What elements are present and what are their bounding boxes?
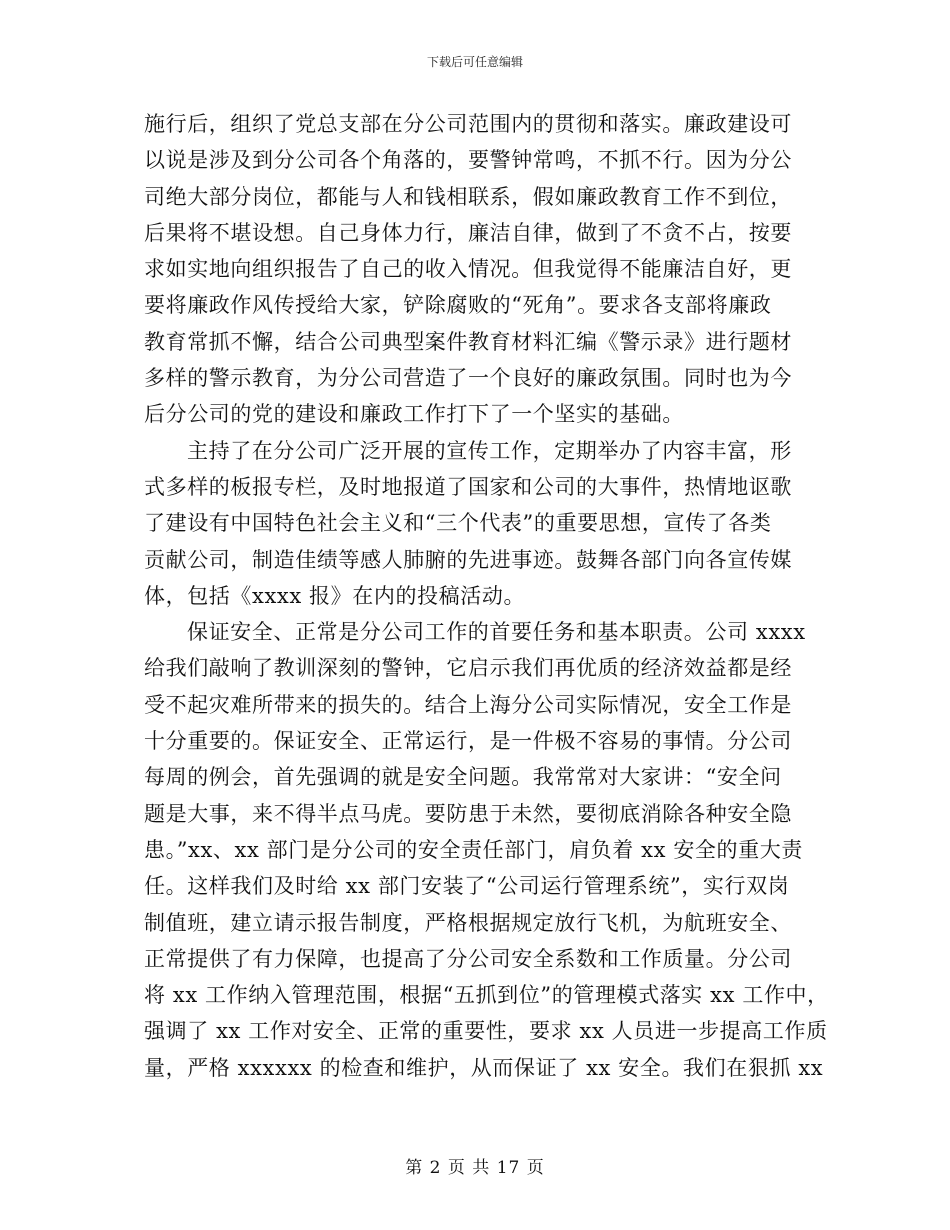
text-line: 多样的警示教育，为分公司营造了一个良好的廉政氛围。同时也为今	[144, 366, 792, 391]
text-line: 强调了 xx 工作对安全、正常的重要性，要求 xx 人员进一步提高工作质	[144, 1019, 828, 1044]
paragraph-3	[144, 614, 829, 1086]
paragraph-1	[144, 106, 824, 433]
text-line: 司绝大部分岗位，都能与人和钱相联系，假如廉政教育工作不到位，	[144, 184, 792, 209]
paragraph-2	[144, 433, 824, 614]
text-line: 贡献公司，制造佳绩等感人肺腑的先进事迹。鼓舞各部门向各宣传媒	[144, 547, 792, 572]
text-line: 要将廉政作风传授给大家，铲除腐败的“死角”。要求各支部将廉政	[144, 293, 772, 318]
text-line: 体，包括《xxxx 报》在内的投稿活动。	[144, 583, 526, 608]
text-line: 了建设有中国特色社会主义和“三个代表”的重要思想，宣传了各类	[144, 511, 772, 536]
text-line: 保证安全、正常是分公司工作的首要任务和基本职责。公司 xxxx	[187, 620, 806, 645]
document-body	[144, 106, 829, 1086]
header-note: 下载后可任意编辑	[426, 55, 523, 69]
text-line: 主持了在分公司广泛开展的宣传工作，定期举办了内容丰富，形	[187, 438, 792, 463]
text-line: 后分公司的党的建设和廉政工作打下了一个坚实的基础。	[144, 402, 684, 427]
text-line: 制值班，建立请示报告制度，严格根据规定放行飞机，为航班安全、	[144, 910, 792, 935]
text-line: 施行后，组织了党总支部在分公司范围内的贯彻和落实。廉政建设可	[144, 112, 792, 136]
page-number-footer: 第 2 页 共 17 页	[405, 1158, 545, 1178]
text-line: 给我们敲响了教训深刻的警钟，它启示我们再优质的经济效益都是经	[144, 656, 792, 681]
text-line: 每周的例会，首先强调的就是安全问题。我常常对大家讲：“安全问	[144, 765, 782, 790]
text-line: 式多样的板报专栏，及时地报道了国家和公司的大事件，热情地讴歌	[144, 474, 792, 499]
text-line: 十分重要的。保证安全、正常运行，是一件极不容易的事情。分公司	[144, 729, 792, 754]
text-line: 任。这样我们及时给 xx 部门安装了“公司运行管理系统”，实行双岗	[144, 874, 790, 899]
text-line: 教育常抓不懈，结合公司典型案件教育材料汇编《警示录》进行题材	[144, 329, 792, 354]
text-line: 后果将不堪设想。自己身体力行，廉洁自律，做到了不贪不占，按要	[144, 220, 792, 245]
text-line: 受不起灾难所带来的损失的。结合上海分公司实际情况，安全工作是	[144, 692, 792, 717]
text-line: 量，严格 xxxxxx 的检查和维护，从而保证了 xx 安全。我们在狠抓 xx	[144, 1055, 824, 1080]
text-line: 题是大事，来不得半点马虎。要防患于未然，要彻底消除各种安全隐	[144, 801, 792, 826]
text-line: 患。”xx、xx 部门是分公司的安全责任部门，肩负着 xx 安全的重大责	[144, 837, 803, 862]
text-line: 将 xx 工作纳入管理范围，根据“五抓到位”的管理模式落实 xx 工作中，	[144, 983, 829, 1008]
text-line: 正常提供了有力保障，也提高了分公司安全系数和工作质量。分公司	[144, 946, 792, 971]
text-line: 求如实地向组织报告了自己的收入情况。但我觉得不能廉洁自好，更	[144, 257, 792, 282]
text-line: 以说是涉及到分公司各个角落的，要警钟常鸣，不抓不行。因为分公	[144, 148, 792, 173]
